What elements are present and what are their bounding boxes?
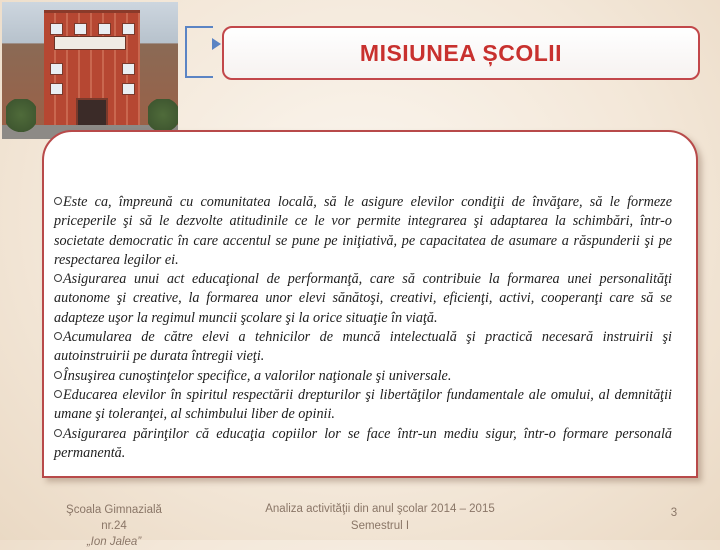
page-number: 3 [670, 507, 678, 519]
footer-school-name: Şcoala Gimnazială nr.24 [66, 504, 162, 532]
list-item: Educarea elevilor în spiritul respectării drepturilor şi libertăţilor fundamentale ale omului, al demnităţii umane şi toleranţei, al schimbului liber de opinii. [54, 386, 672, 425]
list-item: Este ca, împreună cu comunitatea locală, să le asigure elevilor condiţii de învăţare, să le formeze priceperile şi să le dezvolte atitudinile ce le vor permite integrarea şi adaptarea la schimbări, într-o societate democratic în care accentul se pune pe iniţiativă, pe capacitatea de asumare a răspunderii şi pe respectarea legilor ei. [54, 193, 672, 270]
footer-school [54, 502, 174, 550]
footer-report-semester: Semestrul I [350, 520, 410, 532]
school-building-photo [2, 2, 178, 139]
page-title: MISIUNEA ȘCOLII [359, 39, 563, 66]
list-item: Asigurarea părinţilor că educaţia copiilor lor se face într-un mediu sigur, într-o formare personală permanentă. [54, 425, 672, 464]
list-item: Însuşirea cunoştinţelor specifice, a valorilor naţionale şi universale. [54, 367, 672, 386]
list-item: Asigurarea unui act educaţional de performanţă, care să contribuie la formarea unei personalităţi autonome şi creative, la formarea unor elevi sănătoşi, creativi, eficienţi, activi, cooperanţi care să se adapteze uşor la regimul muncii şcolare şi la orice situaţie în viaţă. [54, 270, 672, 328]
mission-list [54, 193, 672, 463]
tree-left [6, 99, 36, 139]
footer-report [240, 501, 520, 535]
list-item: Acumularea de către elevi a tehnicilor de muncă intelectuală şi practică necesară instruirii şi autoinstruirii pe durata întregii vieţi. [54, 328, 672, 367]
footer-school-patron: „Ion Jalea” [86, 536, 142, 548]
title-box [222, 26, 700, 80]
building-sign [54, 36, 126, 50]
footer-report-title: Analiza activităţii din anul şcolar 2014 – 2015 [265, 503, 495, 515]
connector-line [185, 26, 213, 78]
connector-arrow-icon [212, 38, 221, 50]
